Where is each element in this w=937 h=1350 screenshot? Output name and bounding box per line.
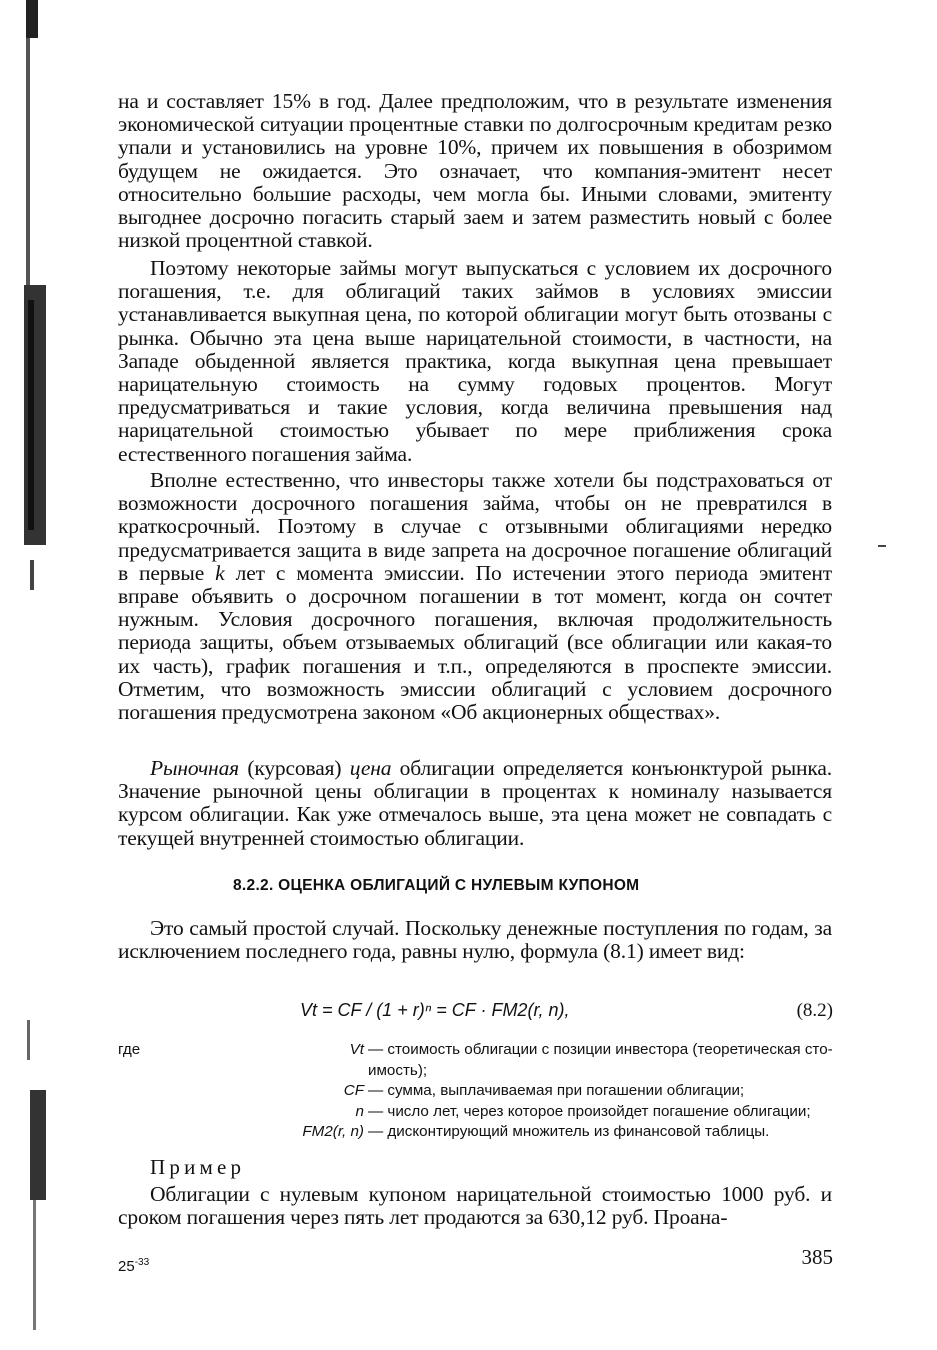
example-heading: Пример <box>150 1155 246 1179</box>
variable-k: k <box>215 560 225 585</box>
definition-row <box>118 1102 834 1123</box>
definition-text: — число лет, через которое произойдет погашение облигации; <box>368 1102 811 1120</box>
printer-signature <box>118 1257 149 1275</box>
paragraph-5 <box>118 917 832 963</box>
page-number: 385 <box>801 1245 833 1269</box>
formula-number: (8.2) <box>796 1000 833 1021</box>
paragraph-3 <box>118 469 832 724</box>
paragraph-3-part-a: Вполне естественно, что инвесторы также хотели бы подстраховаться от возможности досрочного погашения займа, чтобы он не превратился в краткосрочный. Поэтому в случае с отзывными облигациями нередко предусматривается защита в виде запрета на досрочное погашение облигаций в первые <box>118 468 832 585</box>
paragraph-3-part-b: лет с момента эмиссии. По истечении этого периода эмитент вправе объявить о досрочном погашении в тот момент, когда он сочтет нужным. Условия досрочного погашения, включая продолжительность периода защиты, объем отзываемых облигаций (все облигации или какая-то их часть), график погашения и т.п., определяются в проспекте эмиссии. Отметим, что возможность эмиссии облигаций с условием досрочного погашения предусмотрена законом «Об акционерных обществах». <box>118 560 833 725</box>
paragraph-2-text: Поэтому некоторые займы могут выпускаться с условием их досрочного погашения, т.е. для облигаций таких займов в условиях эмиссии устанавливается выкупная цена, по которой облигации могут быть отозваны с рынка. Обычно эта цена выше нарицательной стоимости, в частности, на Западе обыденной является практика, когда выкупная цена превышает нарицательную стоимость на сумму годовых процентов. Могут предусматриваться и такие условия, когда величина превышения над нарицательной стоимостью убывает по мере приближения срока естественного погашения займа. <box>118 256 832 466</box>
paragraph-5-text: Это самый простой случай. Поскольку денежные поступления по годам, за исключением последнего года, равны нулю, формула (8.1) имеет вид: <box>118 916 832 964</box>
definition-text-continuation: имость); <box>368 1061 428 1079</box>
margin-dash-mark <box>878 545 886 547</box>
paragraph-2 <box>118 257 832 466</box>
paragraph-4-text <box>118 757 832 850</box>
definition-row <box>118 1081 834 1102</box>
definition-text: — дисконтирующий множитель из финансовой таблицы. <box>368 1123 770 1140</box>
definition-text: — сумма, выплачиваемая при погашении облигации; <box>368 1082 745 1099</box>
signature-superscript: -33 <box>134 1257 150 1268</box>
term-market: Рыночная <box>150 756 240 780</box>
paragraph-1 <box>118 90 832 252</box>
paragraph-4 <box>118 757 832 850</box>
scan-edge-artifact <box>0 0 50 1350</box>
paragraph-3-text <box>118 469 832 724</box>
paragraph-4-paren: (курсовая) <box>247 756 342 780</box>
definitions <box>118 1040 834 1143</box>
paragraph-4-rest: облигации определяется конъюнктурой рынка. Значение рыночной цены облигации в процентах к номиналу называется курсом облигации. Как уже отмечалось выше, эта цена может не совпадать с текущей внутренней стоимостью облигации. <box>118 756 832 850</box>
definitions-where: где <box>118 1041 141 1058</box>
paragraph-1-text: на и составляет 15% в год. Далее предположим, что в результате изменения экономической ситуации процентные ставки по долгосрочным кредитам резко упали и установились на уровне 10%, причем их повышения в обозримом будущем не ожидается. Это означает, что компания-эмитент несет относительно большие расходы, чем могла бы. Иными словами, эмитенту выгоднее досрочно погасить старый заем и затем разместить новый с более низкой процентной ставкой. <box>118 89 832 253</box>
definition-symbol: CF <box>343 1082 364 1099</box>
paragraph-6 <box>118 1183 832 1229</box>
definition-text: — стоимость облигации с позиции инвестора (теоретическая сто- <box>368 1041 833 1058</box>
definition-symbol: Vt <box>349 1041 364 1058</box>
term-price: цена <box>349 756 392 780</box>
definition-row <box>118 1040 834 1081</box>
formula: Vt = CF / (1 + r)ⁿ = CF · FM2(r, n), <box>300 1000 570 1020</box>
definition-symbol: n <box>355 1102 364 1120</box>
signature-number: 25 <box>118 1258 135 1275</box>
section-heading: 8.2.2. ОЦЕНКА ОБЛИГАЦИЙ С НУЛЕВЫМ КУПОНОМ <box>233 877 640 894</box>
definition-symbol: FM2(r, n) <box>302 1123 364 1140</box>
paragraph-6-text: Облигации с нулевым купоном нарицательной стоимостью 1000 руб. и сроком погашения через пять лет продаются за 630,12 руб. Проана- <box>118 1182 832 1230</box>
definition-row <box>118 1122 834 1143</box>
